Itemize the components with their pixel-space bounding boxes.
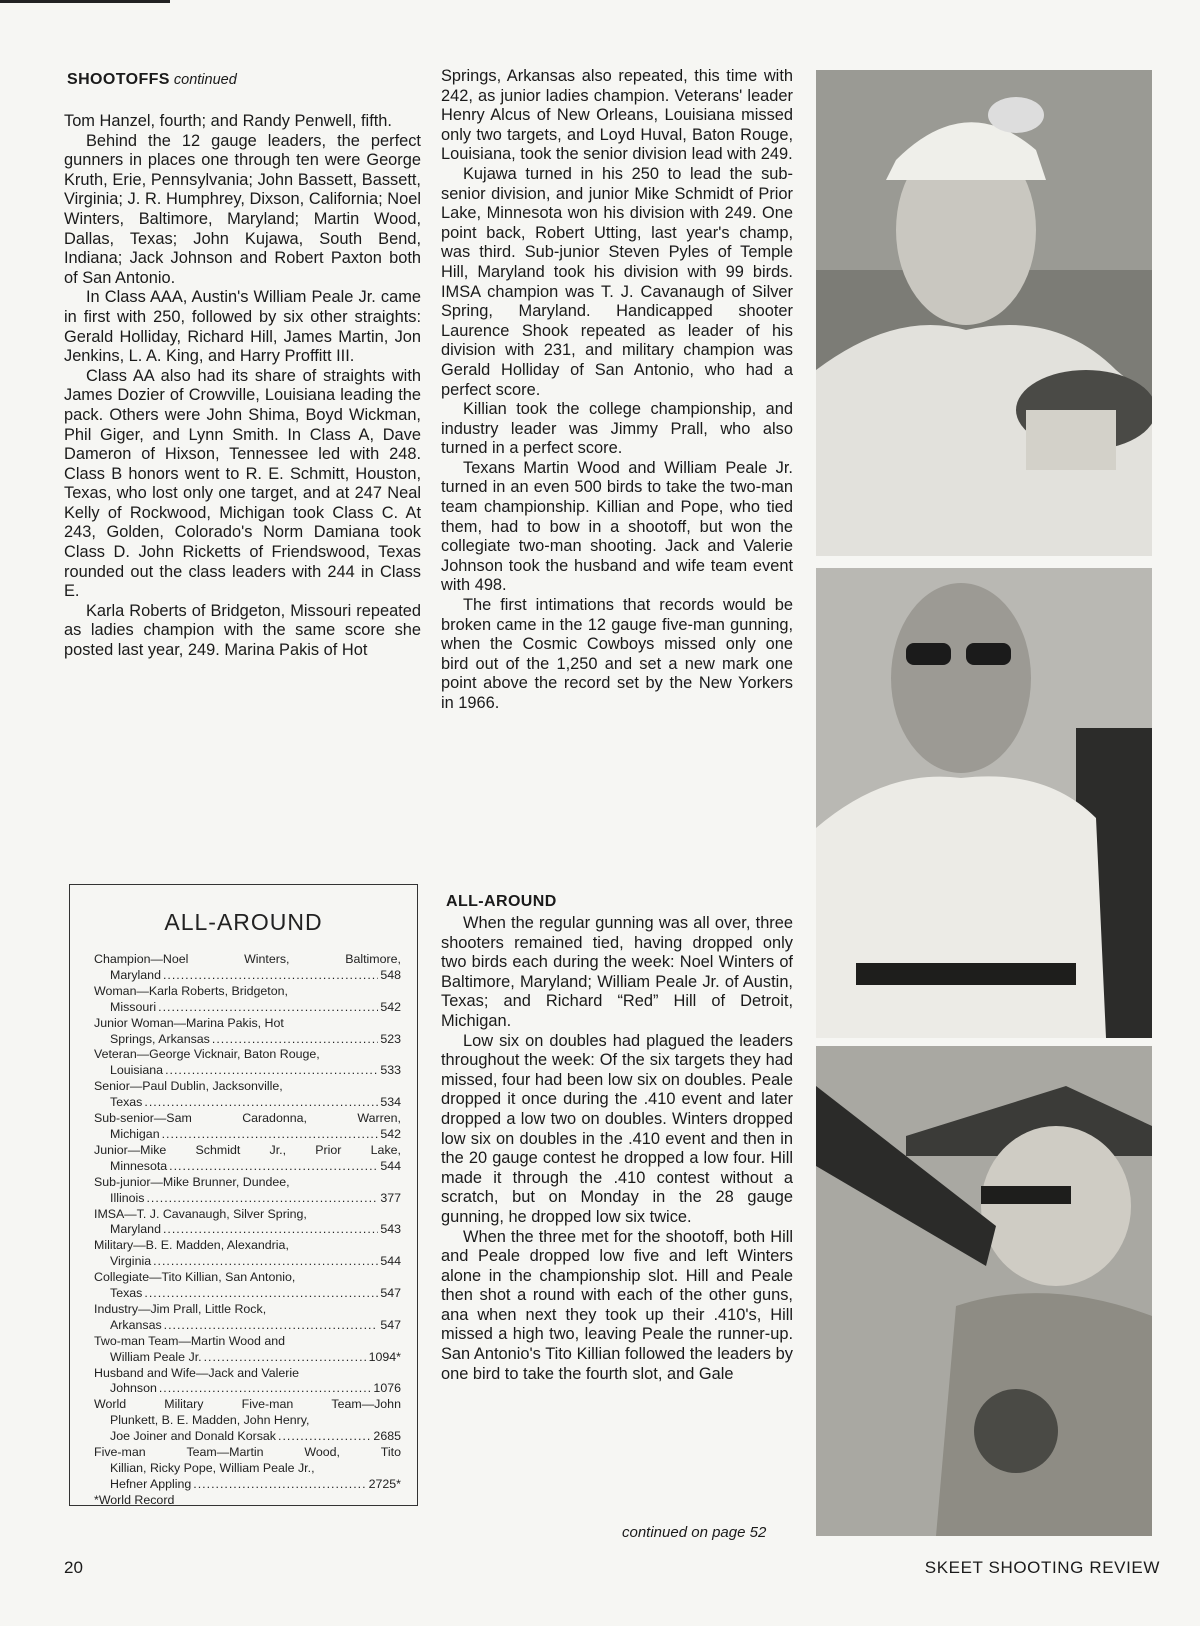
result-score: 547 xyxy=(380,1286,401,1301)
photo-man-sunglasses xyxy=(816,568,1152,1038)
result-line xyxy=(94,1000,401,1016)
result-head: Sub-junior—Mike Brunner, Dundee, xyxy=(94,1174,290,1189)
result-line xyxy=(94,1477,401,1493)
result-entry xyxy=(94,1207,401,1239)
result-location: Maryland xyxy=(110,967,161,982)
leader-dots xyxy=(162,1127,379,1143)
result-score: 1076 xyxy=(373,1381,401,1396)
result-head: Veteran—George Vicknair, Baton Rouge, xyxy=(94,1047,320,1062)
result-location: Texas xyxy=(110,1286,143,1301)
result-entry xyxy=(94,1079,401,1111)
article-column-1 xyxy=(64,112,421,661)
result-head: IMSA—T. J. Cavanaugh, Silver Spring, xyxy=(94,1206,307,1221)
leader-dots xyxy=(159,1381,372,1397)
paragraph: Killian took the college championship, and industry leader was Jimmy Prall, who also turned in a perfect score. xyxy=(441,400,793,458)
paragraph: When the three met for the shootoff, both Hill and Peale dropped low five and left Winters alone in the championship slot. Hill and Peale then shot a round with each of the other guns, ana when next they took up their .410's, Hill missed a high two, leaving Peale the runner-up. San Antonio's Tito Killian followed the leaders by one bird to take the fourth slot, and Gale xyxy=(441,1227,793,1383)
result-head: Junior Woman—Marina Pakis, Hot xyxy=(94,1015,284,1030)
result-head-word: Warren, xyxy=(357,1111,401,1126)
result-entry xyxy=(94,1047,401,1079)
result-line xyxy=(94,1429,401,1445)
paragraph: The first intimations that records would be broken came in the 12 gauge five-man gunning, when the Cosmic Cowboys missed only one bird out of the 1,250 and set a new mark one point above the record set by the New Yorkers in 1966. xyxy=(441,596,793,712)
result-score: 2685 xyxy=(373,1429,401,1444)
result-head-word: Champion—Noel xyxy=(94,952,189,966)
result-location: Illinois xyxy=(110,1190,145,1205)
result-head: Husband and Wife—Jack and Valerie xyxy=(94,1365,300,1380)
shootoffs-title: SHOOTOFFS xyxy=(67,71,170,88)
result-head-word: Team—John xyxy=(331,1397,401,1412)
result-score: 547 xyxy=(380,1317,401,1332)
paragraph: Tom Hanzel, fourth; and Randy Penwell, fifth. xyxy=(64,112,392,130)
result-head-word: Five-man xyxy=(94,1445,146,1460)
leader-dots xyxy=(204,1350,367,1366)
photo-young-shooter-cap-image xyxy=(816,70,1152,556)
result-line xyxy=(94,1063,401,1079)
result-team-members: Killian, Ricky Pope, William Peale Jr., xyxy=(110,1461,315,1475)
result-location: Louisiana xyxy=(110,1063,164,1078)
leader-dots xyxy=(212,1032,378,1048)
leader-dots xyxy=(158,1000,378,1016)
result-head xyxy=(94,1143,401,1159)
leader-dots xyxy=(163,968,378,984)
result-line xyxy=(94,1350,401,1366)
result-head xyxy=(94,1397,401,1413)
result-line xyxy=(94,1127,401,1143)
result-score: 544 xyxy=(380,1254,401,1269)
result-head-word: Junior—Mike xyxy=(94,1142,167,1157)
result-line xyxy=(94,1286,401,1302)
shootoffs-continued: continued xyxy=(173,72,237,88)
paragraph: Springs, Arkansas also repeated, this time with 242, as junior ladies champion. Veterans' leader Henry Alcus of New Orleans, Louisiana missed only two targets, and Loyd Huval, Baton Rouge, Louisiana, took the senior division lead with 249. xyxy=(441,67,793,164)
result-line xyxy=(94,1381,401,1397)
result-location: Maryland xyxy=(110,1222,161,1237)
result-line xyxy=(94,1254,401,1270)
result-head: Collegiate—Tito Killian, San Antonio, xyxy=(94,1270,296,1285)
result-head-word: Five-man xyxy=(241,1397,294,1412)
result-head-word: Military xyxy=(164,1397,204,1412)
section-heading-all-around: ALL-AROUND xyxy=(446,893,557,910)
result-head xyxy=(94,952,401,968)
leader-dots xyxy=(169,1159,378,1175)
result-head: Woman—Karla Roberts, Bridgeton, xyxy=(94,983,288,998)
result-head: Senior—Paul Dublin, Jacksonville, xyxy=(94,1079,283,1094)
article-column-2 xyxy=(441,67,793,714)
result-score: 544 xyxy=(380,1158,401,1173)
result-head-word: Baltimore, xyxy=(345,952,401,966)
box-title: ALL-AROUND xyxy=(164,909,323,935)
paragraph: Low six on doubles had plagued the leaders throughout the week: Of the six targets they had missed, four had been low six on doubles. Peale dropped it once during the .410 event and later dropped a low two on doubles. Winters dropped low six on doubles in the .410 event and then in the 20 gauge contest he dropped a low four. Hill made it through the .410 contest without a scratch, but on Monday in the 28 gauge gunning, he dropped low six twice. xyxy=(441,1031,793,1226)
result-location: Texas xyxy=(110,1095,143,1110)
result-entry xyxy=(94,1366,401,1398)
result-line xyxy=(94,1191,401,1207)
result-head-word: Tito xyxy=(380,1445,401,1460)
result-score: 1094* xyxy=(368,1349,401,1364)
photo-young-shooter-cap xyxy=(816,70,1152,556)
leader-dots xyxy=(144,1286,378,1302)
result-head-word: Prior xyxy=(315,1142,342,1157)
result-head-word: Schmidt xyxy=(195,1142,241,1157)
result-location: Johnson xyxy=(110,1381,157,1396)
result-score: 542 xyxy=(380,999,401,1014)
result-line xyxy=(94,968,401,984)
leader-dots xyxy=(146,1191,378,1207)
leader-dots xyxy=(153,1254,378,1270)
result-entry xyxy=(94,1302,401,1334)
result-location: Hefner Appling xyxy=(110,1476,192,1491)
result-line xyxy=(94,1222,401,1238)
continued-note: continued on page 52 xyxy=(622,1524,767,1541)
result-head-word: Sub-senior—Sam xyxy=(94,1111,192,1126)
result-location: Virginia xyxy=(110,1254,152,1269)
article-column-2-allaround xyxy=(441,914,793,1384)
result-head-word: World xyxy=(94,1397,127,1412)
paragraph: Class AA also had its share of straights with James Dozier of Crowville, Louisiana leading the pack. Others were John Shima, Boyd Wickman, Phil Giger, and Lynn Smith. In Class A, Dave Dameron of Hixson, Tennessee led with 248. Class B honors went to R. E. Schmitt, Houston, Texas, who lost only one target, and at 247 Neal Kelly of Rockwood, Michigan took Class C. At 243, Golden, Colorado's Norm Damiana took Class D. John Ricketts of Friendswood, Texas rounded out the class leaders with 244 in Class E. xyxy=(64,366,421,601)
result-score: 533 xyxy=(380,1063,401,1078)
paragraph: Kujawa turned in his 250 to lead the sub-senior division, and junior Mike Schmidt of Prior Lake, Minnesota won his division with 249. One point back, Robert Utting, last year's champ, was third. Sub-junior Steven Pyles of Temple Hill, Maryland took his division with 99 birds. IMSA champion was T. J. Cavanaugh of Silver Spring, Maryland. Handicapped shooter Laurence Shook repeated as leader of his division with 231, and military champion was Gerald Holliday of San Antonio, who had a perfect score. xyxy=(441,164,793,399)
result-score: 523 xyxy=(380,1031,401,1046)
result-head: Industry—Jim Prall, Little Rock, xyxy=(94,1301,267,1316)
result-head-word: Jr., xyxy=(269,1142,287,1157)
result-entry xyxy=(94,1111,401,1143)
paragraph: In Class AAA, Austin's William Peale Jr. came in first with 250, followed by six other straights: Gerald Holliday, Richard Hill, James Martin, Jon Jenkins, L. A. King, and Harry Proffitt III. xyxy=(64,288,421,366)
result-team-members: Plunkett, B. E. Madden, John Henry, xyxy=(110,1413,310,1428)
result-head: Two-man Team—Martin Wood and xyxy=(94,1333,285,1348)
leader-dots xyxy=(165,1063,378,1079)
result-entry xyxy=(94,1445,401,1493)
results-list xyxy=(94,952,401,1509)
page-number: 20 xyxy=(64,1558,83,1577)
result-entry xyxy=(94,984,401,1016)
result-score: 534 xyxy=(380,1095,401,1110)
footnote-world-record: *World Record xyxy=(94,1492,175,1507)
result-line xyxy=(94,1159,401,1175)
result-head-word: Winters, xyxy=(244,952,290,966)
photo-shooter-campaign-hat-image xyxy=(816,1046,1152,1536)
top-rule xyxy=(0,0,170,3)
result-entry xyxy=(94,1238,401,1270)
result-location: William Peale Jr. xyxy=(110,1349,202,1364)
result-location: Springs, Arkansas xyxy=(110,1031,210,1046)
magazine-name: SKEET SHOOTING REVIEW xyxy=(924,1558,1160,1577)
result-head xyxy=(94,1445,401,1461)
leader-dots xyxy=(164,1318,379,1334)
result-head-word: Team—Martin xyxy=(186,1445,264,1460)
result-entry xyxy=(94,1270,401,1302)
section-heading-shootoffs xyxy=(67,71,237,89)
leader-dots xyxy=(278,1429,371,1445)
result-score: 377 xyxy=(380,1190,401,1205)
paragraph: When the regular gunning was all over, three shooters remained tied, having dropped only two birds each during the week: Noel Winters of Baltimore, Maryland; William Peale Jr. of Austin, Texas; and Richard “Red” Hill of Detroit, Michigan. xyxy=(441,914,793,1030)
all-around-results-box xyxy=(69,884,418,1506)
result-location: Joe Joiner and Donald Korsak xyxy=(110,1429,276,1444)
result-location: Arkansas xyxy=(110,1317,162,1332)
result-location: Michigan xyxy=(110,1126,160,1141)
result-head-word: Caradonna, xyxy=(242,1111,307,1126)
result-line xyxy=(94,1032,401,1048)
result-head-word: Wood, xyxy=(304,1445,340,1460)
result-score: 2725* xyxy=(368,1476,401,1491)
photo-man-sunglasses-image xyxy=(816,568,1152,1038)
result-line xyxy=(94,1318,401,1334)
result-entry xyxy=(94,1175,401,1207)
result-entry xyxy=(94,1016,401,1048)
result-entry xyxy=(94,1143,401,1175)
result-score: 543 xyxy=(380,1222,401,1237)
result-line xyxy=(94,1095,401,1111)
leader-dots xyxy=(144,1095,378,1111)
result-location: Minnesota xyxy=(110,1158,168,1173)
paragraph: Behind the 12 gauge leaders, the perfect gunners in places one through ten were George Kruth, Erie, Pennsylvania; John Bassett, Bassett, Virginia; J. R. Humphrey, Dixson, California; Noel Winters, Baltimore, Maryland; Martin Wood, Dallas, Texas; John Kujawa, South Bend, Indiana; Jack Johnson and Robert Paxton both of San Antonio. xyxy=(64,131,421,287)
leader-dots xyxy=(193,1477,366,1493)
result-entry xyxy=(94,1334,401,1366)
result-head xyxy=(94,1111,401,1127)
result-head: Military—B. E. Madden, Alexandria, xyxy=(94,1238,289,1253)
result-location: Missouri xyxy=(110,999,157,1014)
result-entry xyxy=(94,1397,401,1445)
leader-dots xyxy=(163,1222,378,1238)
paragraph: Karla Roberts of Bridgeton, Missouri repeated as ladies champion with the same score she posted last year, 249. Marina Pakis of Hot xyxy=(64,601,421,660)
photo-shooter-campaign-hat xyxy=(816,1046,1152,1536)
paragraph: Texans Martin Wood and William Peale Jr. turned in an even 500 birds to take the two-man team championship. Killian and Pope, who tied them, had to bow in a shootoff, but won the collegiate two-man shooting. Jack and Valerie Johnson took the husband and wife team event with 498. xyxy=(441,458,793,595)
result-score: 548 xyxy=(380,967,401,982)
result-score: 542 xyxy=(380,1126,401,1141)
result-head-word: Lake, xyxy=(370,1142,401,1157)
result-entry xyxy=(94,952,401,984)
